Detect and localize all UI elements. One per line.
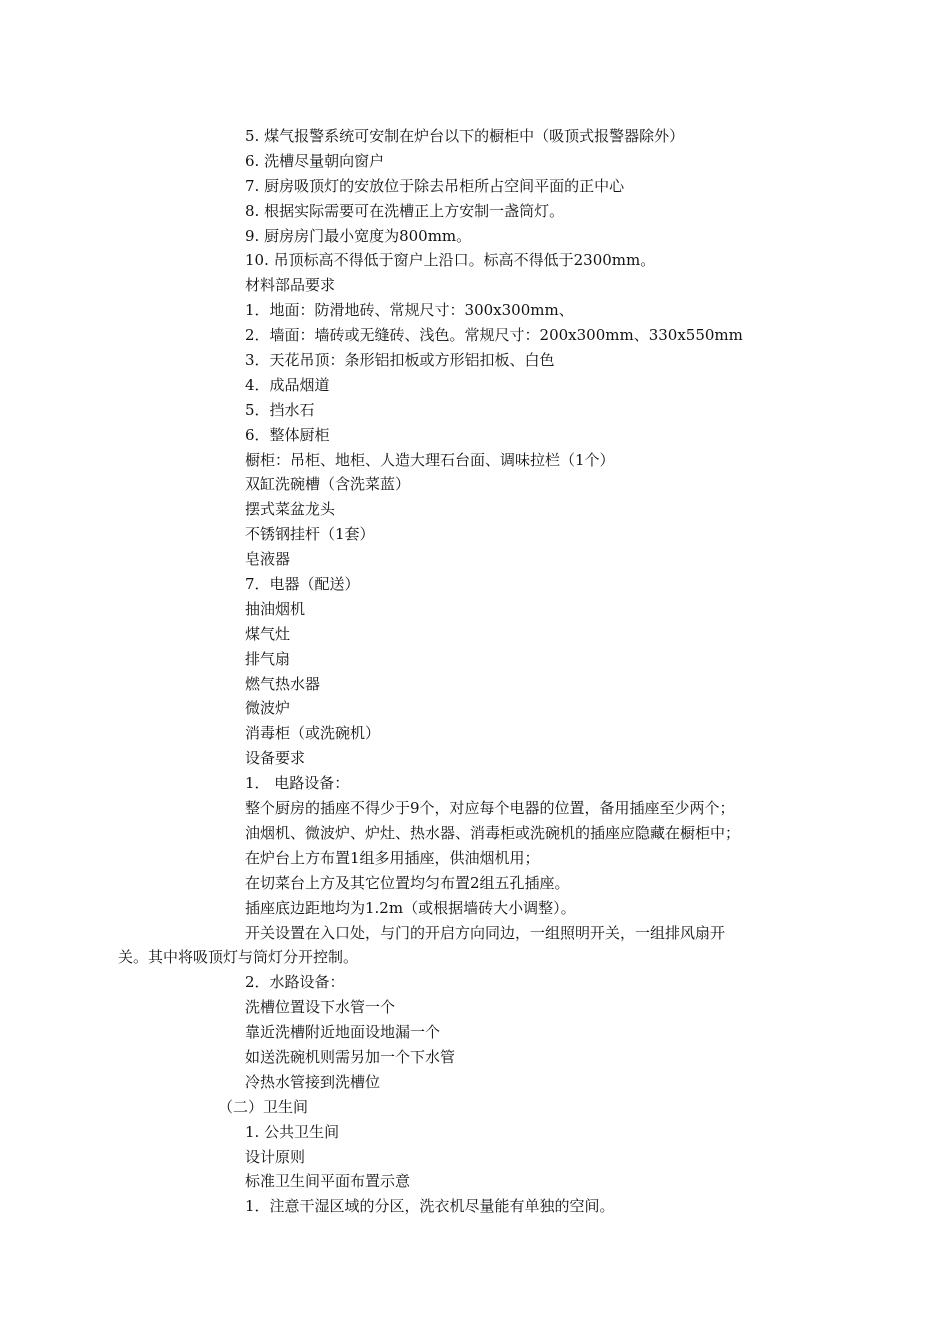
document-body: [0, 124, 950, 1219]
text-line: 关。其中将吸顶灯与筒灯分开控制。: [118, 948, 359, 967]
text-line: 6. 洗槽尽量朝向窗户: [245, 151, 385, 170]
text-line: 不锈钢挂杆（1套）: [245, 525, 375, 544]
text-line: 7. 厨房吸顶灯的安放位于除去吊柜所占空间平面的正中心: [245, 176, 625, 195]
text-line: 材料部品要求: [245, 276, 336, 295]
text-line: （二）卫生间: [218, 1097, 309, 1116]
text-line: 7．电器（配送）: [245, 575, 360, 594]
text-line: 1．地面：防滑地砖、常规尺寸：300x300mm、: [245, 301, 574, 320]
text-line: 整个厨房的插座不得少于9个，对应每个电器的位置，备用插座至少两个；: [245, 799, 735, 818]
text-line: 6．整体厨柜: [245, 425, 330, 444]
text-line: 排气扇: [245, 649, 291, 668]
text-line: 1．注意干湿区域的分区，洗衣机尽量能有单独的空间。: [245, 1197, 615, 1216]
text-line: 4．成品烟道: [245, 375, 330, 394]
text-line: 开关设置在入口处，与门的开启方向同边，一组照明开关，一组排风扇开: [245, 923, 726, 942]
text-line: 2．墙面：墙砖或无缝砖、浅色。常规尺寸：200x300mm、330x550mm: [245, 326, 743, 345]
text-line: 设备要求: [245, 749, 306, 768]
text-line: 皂液器: [245, 550, 291, 569]
text-line: 2．水路设备：: [245, 973, 345, 992]
text-line: 油烟机、微波炉、炉灶、热水器、消毒柜或洗碗机的插座应隐藏在橱柜中；: [245, 823, 741, 842]
text-line: 插座底边距地均为1.2m（或根据墙砖大小调整）。: [245, 898, 576, 917]
text-line: 9. 厨房房门最小宽度为800mm。: [245, 226, 472, 245]
text-line: 在炉台上方布置1组多用插座，供油烟机用；: [245, 848, 540, 867]
text-line: 设计原则: [245, 1147, 306, 1166]
text-line: 微波炉: [245, 699, 291, 718]
text-line: 煤气灶: [245, 624, 291, 643]
text-line: 摆式菜盆龙头: [245, 500, 336, 519]
text-line: 1． 电路设备：: [245, 774, 350, 793]
text-line: 冷热水管接到洗槽位: [245, 1072, 381, 1091]
text-line: 燃气热水器: [245, 674, 321, 693]
text-line: 5. 煤气报警系统可安制在炉台以下的橱柜中（吸顶式报警器除外）: [245, 127, 685, 145]
text-line: 8. 根据实际需要可在洗槽正上方安制一盏筒灯。: [245, 201, 565, 220]
text-line: 10. 吊顶标高不得低于窗户上沿口。标高不得低于2300mm。: [245, 251, 656, 270]
text-line: 3．天花吊顶：条形铝扣板或方形铝扣板、白色: [245, 351, 555, 370]
text-line: 标准卫生间平面布置示意: [245, 1172, 411, 1191]
text-line: 5．挡水石: [245, 400, 315, 419]
text-line: 在切菜台上方及其它位置均匀布置2组五孔插座。: [245, 873, 570, 892]
text-line: 洗槽位置设下水管一个: [245, 998, 396, 1017]
text-line: 双缸洗碗槽（含洗菜蓝）: [245, 475, 411, 494]
text-line: 如送洗碗机则需另加一个下水管: [245, 1047, 456, 1066]
text-line: 消毒柜（或洗碗机）: [245, 724, 381, 743]
text-line: 1. 公共卫生间: [245, 1122, 340, 1141]
text-line: 橱柜：吊柜、地柜、人造大理石台面、调味拉栏（1个）: [245, 450, 615, 469]
text-line: 靠近洗槽附近地面设地漏一个: [245, 1023, 441, 1042]
text-line: 抽油烟机: [245, 599, 306, 618]
